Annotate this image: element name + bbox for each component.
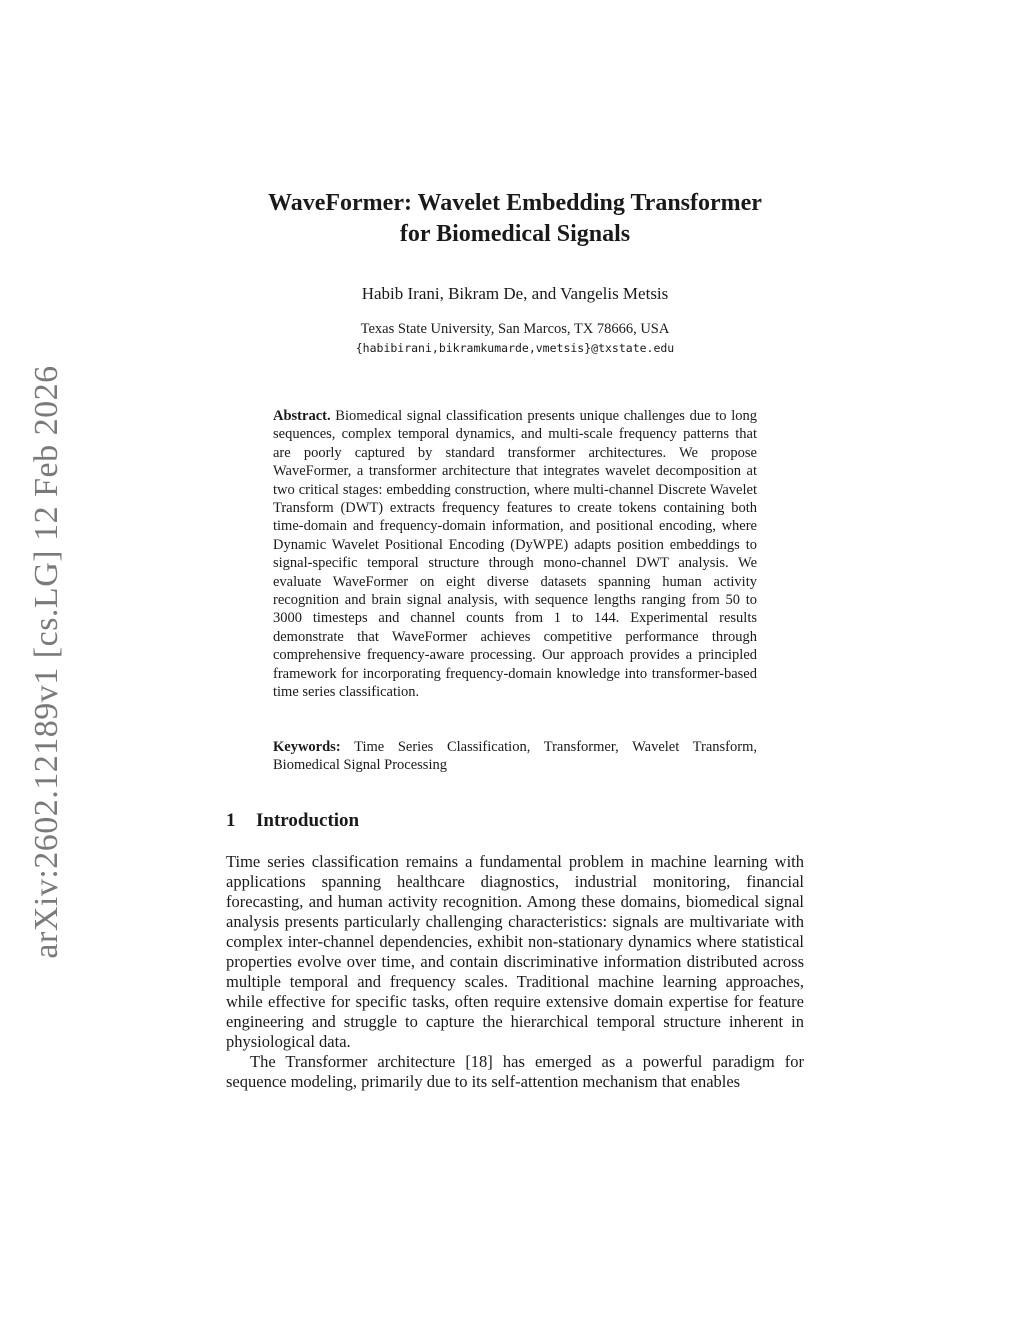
title-line-1: WaveFormer: Wavelet Embedding Transformer	[268, 190, 762, 216]
abstract-label: Abstract.	[273, 408, 331, 424]
abstract-text: Biomedical signal classification presents unique challenges due to long sequences, complex temporal dynamics, and multi-scale frequency patterns that are poorly captured by standard transformer architectures. We propose WaveFormer, a transformer architecture that integrates wavelet decomposition at two critical stages: embedding construction, where multi-channel Discrete Wavelet Transform (DWT) extracts frequency features to create tokens containing both time-domain and frequency-domain information, and positional encoding, where Dynamic Wavelet Positional Encoding (DyWPE) adapts position embeddings to signal-specific temporal structure through mono-channel DWT analysis. We evaluate WaveFormer on eight diverse datasets spanning human activity recognition and brain signal analysis, with sequence lengths ranging from 50 to 3000 timesteps and channel counts from 1 to 144. Experimental results demonstrate that WaveFormer achieves competitive performance through comprehensive frequency-aware processing. Our approach provides a principled framework for incorporating frequency-domain knowledge into transformer-based time series classification.	[273, 408, 757, 701]
body-paragraph-1: Time series classification remains a fundamental problem in machine learning with applications spanning healthcare diagnostics, industrial monitoring, financial forecasting, and human activity recognition. Among these domains, biomedical signal analysis presents particularly challenging characteristics: signals are multivariate with complex inter-channel dependencies, exhibit non-stationary dynamics where statistical properties evolve over time, and contain discriminative information distributed across multiple temporal and frequency scales. Traditional machine learning approaches, while effective for specific tasks, often require extensive domain expertise for feature engineering and struggle to capture the hierarchical temporal structure inherent in physiological data.	[226, 852, 804, 1051]
body-paragraph-2: The Transformer architecture [18] has emerged as a powerful paradigm for sequence modeling, primarily due to its self-attention mechanism that enables	[226, 1052, 804, 1091]
abstract	[273, 407, 757, 702]
title-line-2: for Biomedical Signals	[399, 221, 631, 247]
keywords	[273, 738, 757, 775]
section-heading	[226, 810, 359, 832]
arxiv-identifier: arXiv:2602.12189v1 [cs.LG] 12 Feb 2026	[28, 365, 65, 959]
author-list: Habib Irani, Bikram De, and Vangelis Metsis	[361, 284, 669, 303]
affiliation: Texas State University, San Marcos, TX 78666, USA	[360, 321, 670, 337]
section-title: Introduction	[256, 810, 360, 831]
section-body	[226, 852, 804, 1092]
section-number: 1	[226, 810, 236, 831]
author-emails: {habibirani,bikramkumarde,vmetsis}@txstate.edu	[355, 341, 675, 355]
keywords-label: Keywords:	[273, 739, 341, 755]
paper-title	[226, 188, 804, 250]
affiliation-block	[226, 320, 804, 358]
keywords-text: Time Series Classification, Transformer, Wavelet Transform, Biomedical Signal Processing	[273, 739, 757, 774]
